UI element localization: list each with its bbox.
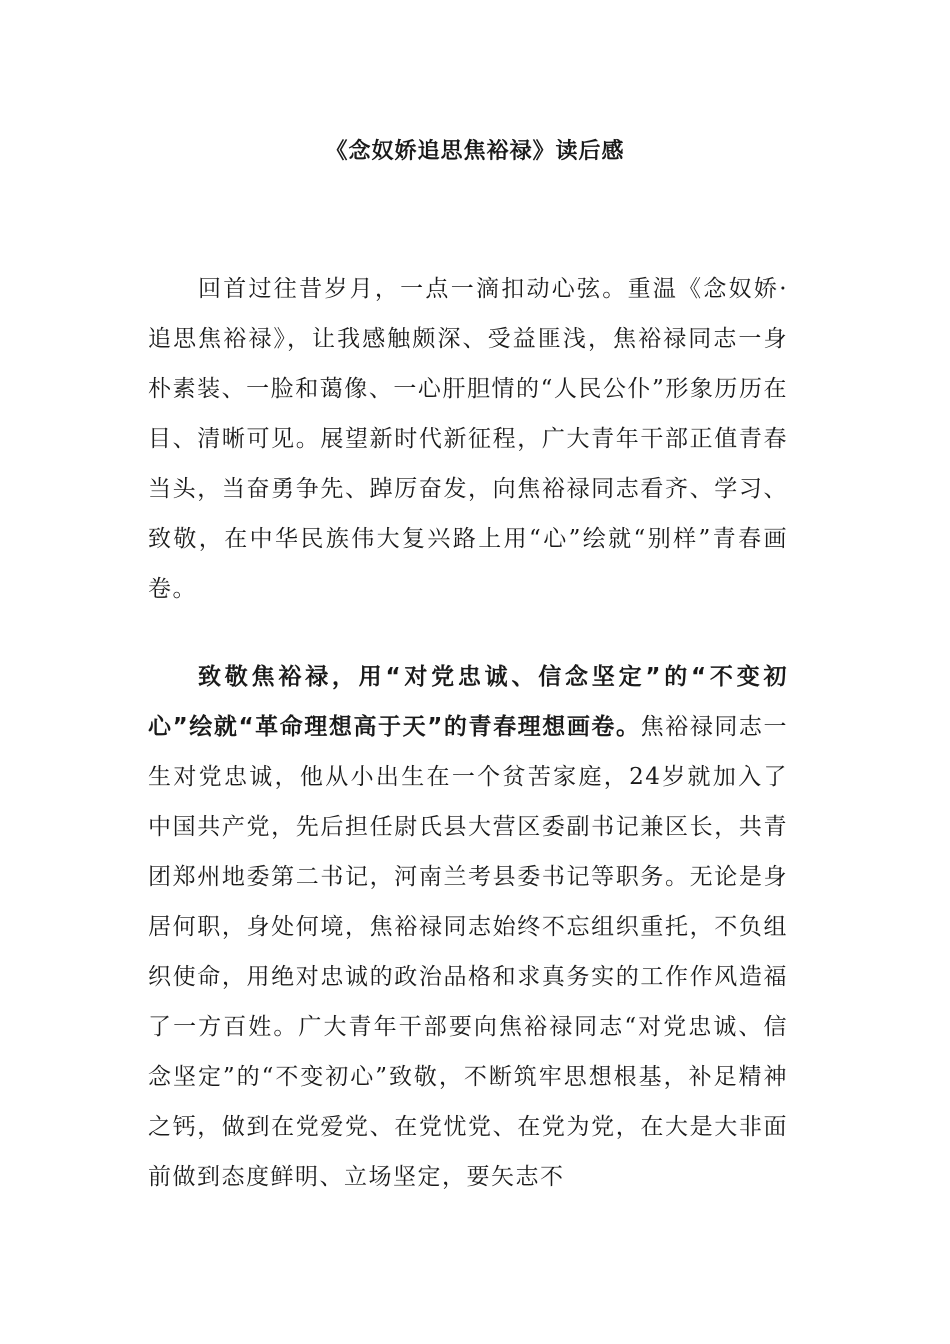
document-title: 《念奴娇追思焦裕禄》读后感 (325, 139, 625, 164)
paragraph-section-1 (148, 652, 788, 1202)
paragraph-body-text: 焦裕禄同志一生对党忠诚，他从小出生在一个贫苦家庭，24岁就加入了中国共产党，先后担任尉氏县大营区委副书记兼区长，共青团郑州地委第二书记，河南兰考县委书记等职务。无论是身居何职，身处何境，焦裕禄同志始终不忘组织重托，不负组织使命，用绝对忠诚的政治品格和求真务实的工作作风造福了一方百姓。广大青年干部要向焦裕禄同志“对党忠诚、信念坚定”的“不变初心”致敬，不断筑牢思想根基，补足精神之钙，做到在党爱党、在党忧党、在党为党，在大是大非面前做到态度鲜明、立场坚定，要矢志不 (148, 714, 788, 1190)
paragraph-intro: 回首过往昔岁月，一点一滴扣动心弦。重温《念奴娇·追思焦裕禄》，让我感触颇深、受益匪浅，焦裕禄同志一身朴素装、一脸和蔼像、一心肝胆情的“人民公仆”形象历历在目、清晰可见。展望新时代新征程，广大青年干部正值青春当头，当奋勇争先、踔厉奋发，向焦裕禄同志看齐、学习、致敬，在中华民族伟大复兴路上用“心”绘就“别样”青春画卷。 (148, 276, 788, 602)
paragraph-lead-sentence: 致敬焦裕禄，用“对党忠诚、信念坚定”的“不变初心”绘就“革命理想高于天”的青春理想画卷。 (148, 664, 788, 740)
